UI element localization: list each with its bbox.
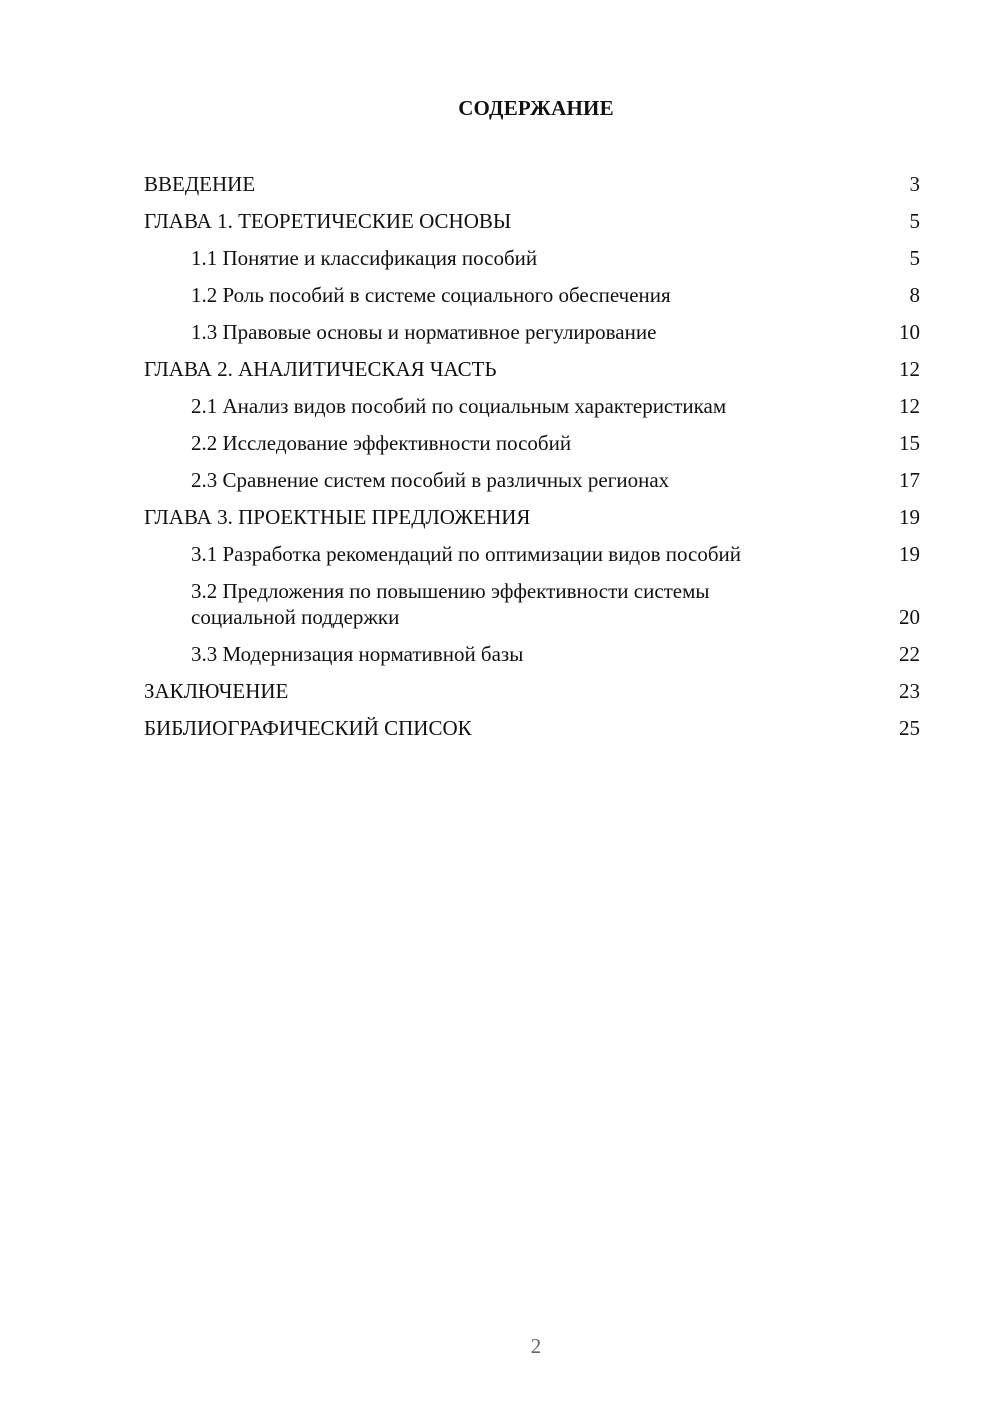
toc-entry-text: 1.3 Правовые основы и нормативное регулирование [191,320,657,344]
toc-entry-page: 25 [899,716,920,740]
toc-entry-text: БИБЛИОГРАФИЧЕСКИЙ СПИСОК [144,716,472,740]
toc-entry-conclusion[interactable] [144,678,920,704]
toc-entry-text: 2.3 Сравнение систем пособий в различных регионах [191,468,670,492]
toc-entry-page: 15 [899,431,920,455]
toc-entry-section-1-3[interactable] [144,319,920,345]
toc-entry-section-3-3[interactable] [144,641,920,667]
toc-entry-page: 22 [899,642,920,666]
toc-entry-text: ГЛАВА 1. ТЕОРЕТИЧЕСКИЕ ОСНОВЫ [144,209,512,233]
toc-entry-text: 3.1 Разработка рекомендаций по оптимизации видов пособий [191,542,742,566]
toc-entry-section-1-2[interactable] [144,282,920,308]
toc-entry-bibliography[interactable] [144,715,920,741]
toc-entry-text: 3.2 Предложения по повышению эффективности системы социальной поддержки [191,579,710,629]
toc-entry-page: 19 [899,505,920,529]
toc-entry-page: 23 [899,679,920,703]
toc-entry-page: 12 [899,357,920,381]
toc-entry-introduction[interactable] [144,171,920,197]
toc-entry-chapter-3[interactable] [144,504,920,530]
toc-entry-page: 19 [899,542,920,566]
toc-entry-text: ВВЕДЕНИЕ [144,172,256,196]
toc-entry-text: ГЛАВА 2. АНАЛИТИЧЕСКАЯ ЧАСТЬ [144,357,497,381]
toc-entry-section-1-1[interactable] [144,245,920,271]
toc-entry-text: 2.1 Анализ видов пособий по социальным характеристикам [191,394,727,418]
toc-entry-page: 5 [909,246,920,270]
toc-entry-text: 1.1 Понятие и классификация пособий [191,246,538,270]
toc-entry-text: ЗАКЛЮЧЕНИЕ [144,679,289,703]
toc-entry-text: 1.2 Роль пособий в системе социального обеспечения [191,283,671,307]
toc-entry-section-2-2[interactable] [144,430,920,456]
toc-entry-section-2-1[interactable] [144,393,920,419]
toc-entry-page: 5 [909,209,920,233]
toc-entry-text: ГЛАВА 3. ПРОЕКТНЫЕ ПРЕДЛОЖЕНИЯ [144,505,531,529]
toc-entry-page: 3 [909,172,920,196]
toc-entry-page: 12 [899,394,920,418]
page-title: СОДЕРЖАНИЕ [458,96,614,120]
toc-entry-section-3-2[interactable] [144,578,920,630]
toc-entry-page: 10 [899,320,920,344]
toc-entry-chapter-2[interactable] [144,356,920,382]
toc-entry-chapter-1[interactable] [144,208,920,234]
table-of-contents [144,171,920,752]
toc-entry-section-3-1[interactable] [144,541,920,567]
toc-entry-text: 2.2 Исследование эффективности пособий [191,431,572,455]
toc-entry-page: 8 [909,283,920,307]
toc-entry-page: 17 [899,468,920,492]
toc-entry-page: 20 [899,605,920,629]
toc-entry-text: 3.3 Модернизация нормативной базы [191,642,524,666]
toc-entry-section-2-3[interactable] [144,467,920,493]
page-number: 2 [530,1334,542,1358]
